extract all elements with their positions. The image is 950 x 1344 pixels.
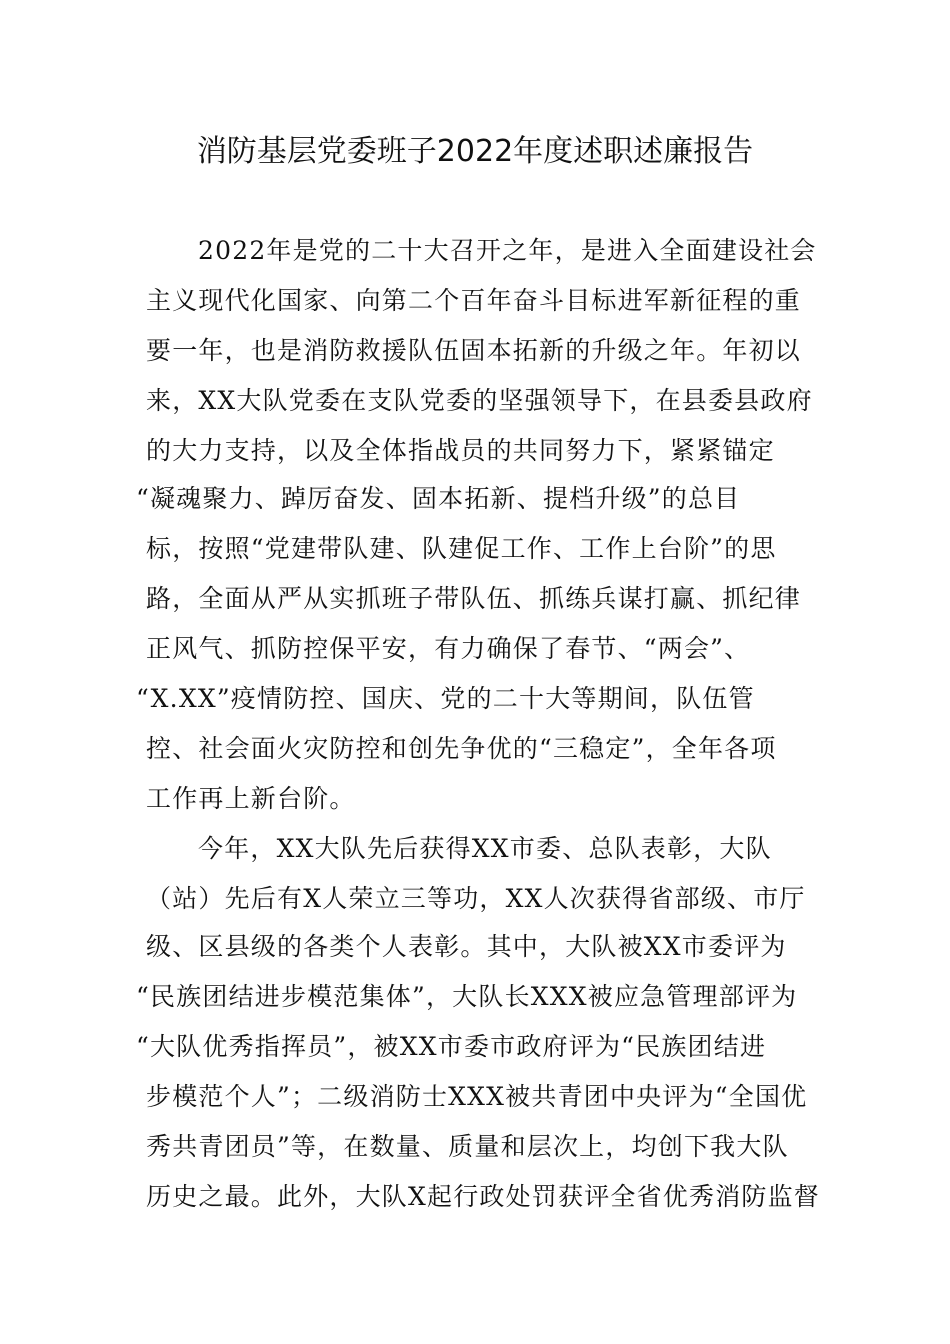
body-line: 今年，XX大队先后获得XX市委、总队表彰，大队: [198, 834, 772, 863]
body-line: 秀共青团员”等，在数量、质量和层次上，均创下我大队: [146, 1132, 789, 1161]
body-line: “大队优秀指挥员”，被XX市委市政府评为“民族团结进: [136, 1032, 767, 1061]
body-line: 来，XX大队党委在支队党委的坚强领导下，在县委县政府: [146, 386, 813, 415]
body-line: 正风气、抓防控保平安，有力确保了春节、“两会”、: [146, 634, 751, 663]
body-line: 路，全面从严从实抓班子带队伍、抓练兵谋打赢、抓纪律: [146, 584, 802, 613]
body-line: 标，按照“党建带队建、队建促工作、工作上台阶”的思: [146, 534, 777, 563]
body-line: 级、区县级的各类个人表彰。其中，大队被XX市委评为: [146, 932, 787, 961]
body-line: “民族团结进步模范集体”，大队长XXX被应急管理部评为: [136, 982, 798, 1011]
body-line: 工作再上新台阶。: [146, 784, 356, 813]
body-line: 历史之最。此外，大队X起行政处罚获评全省优秀消防监督: [146, 1182, 821, 1211]
body-line: “凝魂聚力、踔厉奋发、固本拓新、提档升级”的总目: [136, 484, 741, 513]
body-line: 的大力支持，以及全体指战员的共同努力下，紧紧锚定: [146, 436, 775, 465]
document-title: 消防基层党委班子2022年度述职述廉报告: [196, 134, 754, 169]
body-line: 主义现代化国家、向第二个百年奋斗目标进军新征程的重: [146, 286, 802, 315]
body-line: “X.XX”疫情防控、国庆、党的二十大等期间，队伍管: [136, 684, 755, 713]
body-line: 2022年是党的二十大召开之年，是进入全面建设社会: [198, 236, 817, 265]
body-line: （站）先后有X人荣立三等功，XX人次获得省部级、市厅: [146, 884, 806, 913]
body-line: 步模范个人”；二级消防士XXX被共青团中央评为“全国优: [146, 1082, 808, 1111]
body-line: 控、社会面火灾防控和创先争优的“三稳定”，全年各项: [146, 734, 777, 763]
body-line: 要一年，也是消防救援队伍固本拓新的升级之年。年初以: [146, 336, 802, 365]
